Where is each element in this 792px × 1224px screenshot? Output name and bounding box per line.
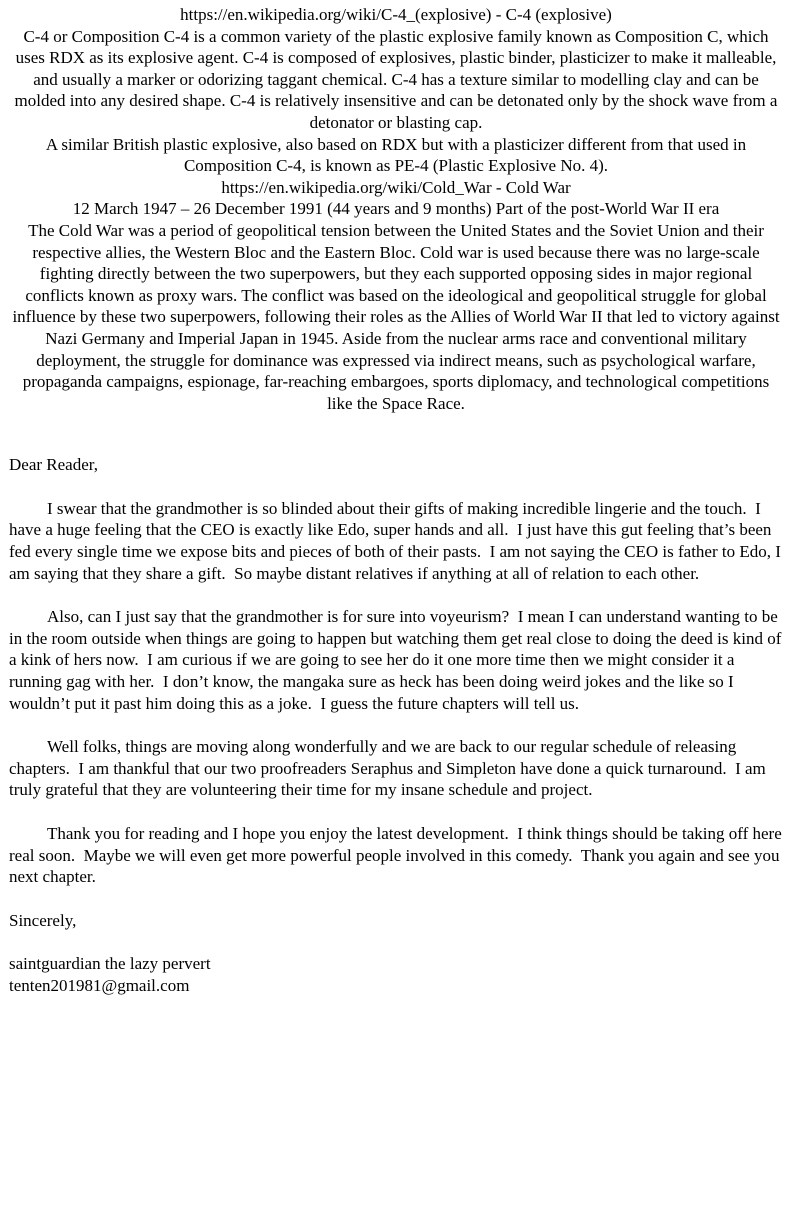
signature-email: tenten201981@gmail.com [9, 975, 190, 995]
letter-paragraph-4: Thank you for reading and I hope you enjoy the latest development. I think things should be taking off here real soon. Maybe we will even get more powerful people involved in this comedy. Thank you again and see you next chapter. [9, 824, 787, 887]
wiki-coldwar-link-line: https://en.wikipedia.org/wiki/Cold_War - Cold War [221, 177, 571, 197]
pe4-description-paragraph: A similar British plastic explosive, also based on RDX but with a plasticizer different from that used in Composition C-4, is known as PE-4 (Plastic Explosive No. 4). [45, 134, 751, 176]
coldwar-description-paragraph: The Cold War was a period of geopolitical tension between the United States and the Soviet Union and their respective allies, the Western Bloc and the Eastern Bloc. Cold war is used because there was no large-scale fighting directly between the two superpowers, but they each supported opposing sides in major regional conflicts known as proxy wars. The conflict was based on the ideological and geopolitical struggle for global influence by these two superpowers, following their roles as the Allies of World War II that led to victory against Nazi Germany and Imperial Japan in 1945. Aside from the nuclear arms race and conventional military deployment, the struggle for dominance was expressed via indirect means, such as psychological warfare, propaganda campaigns, espionage, far-reaching embargoes, sports diplomacy, and technological competitions like the Space Race. [12, 220, 784, 413]
letter-paragraph-1: I swear that the grandmother is so blinded about their gifts of making incredible lingerie and the touch. I have a huge feeling that the CEO is exactly like Edo, super hands and all. I just have this gut feeling that’s been fed every single time we expose bits and pieces of both of their pasts. I am not saying the CEO is father to Edo, I am saying that they share a gift. So maybe distant relatives if anything at all of relation to each other. [9, 498, 786, 583]
coldwar-date-line: 12 March 1947 – 26 December 1991 (44 years and 9 months) Part of the post-World War II era [72, 199, 720, 219]
letter-salutation: Dear Reader, [9, 455, 98, 475]
letter-paragraph-3: Well folks, things are moving along wonderfully and we are back to our regular schedule of releasing chapters. I am thankful that our two proofreaders Seraphus and Simpleton have done a quick turnaround. I am truly grateful that they are volunteering their time for my insane schedule and project. [9, 737, 770, 800]
signature-name: saintguardian the lazy pervert [9, 954, 211, 974]
letter-closing: Sincerely, [9, 910, 77, 930]
c4-description-paragraph: C-4 or Composition C-4 is a common variety of the plastic explosive family known as Composition C, which uses RDX as its explosive agent. C-4 is composed of explosives, plastic binder, plasticizer to make it malleable, and usually a marker or odorizing taggant chemical. C-4 has a texture similar to modelling clay and can be molded into any desired shape. C-4 is relatively insensitive and can be detonated only by the shock wave from a detonator or blasting cap. [14, 26, 782, 132]
signature-block [9, 953, 783, 996]
wiki-c4-link-line: https://en.wikipedia.org/wiki/C-4_(explosive) - C-4 (explosive) [180, 5, 612, 24]
letter-paragraph-2: Also, can I just say that the grandmother is for sure into voyeurism? I mean I can understand wanting to be in the room outside when things are going to happen but watching them get real close to doing the deed is kind of a kink of hers now. I am curious if we are going to see her do it one more time then we might consider it a running gag with her. I don’t know, the mangaka sure as heck has been doing weird jokes and the like so I wouldn’t put it past him doing this as a joke. I guess the future chapters will tell us. [9, 607, 786, 713]
